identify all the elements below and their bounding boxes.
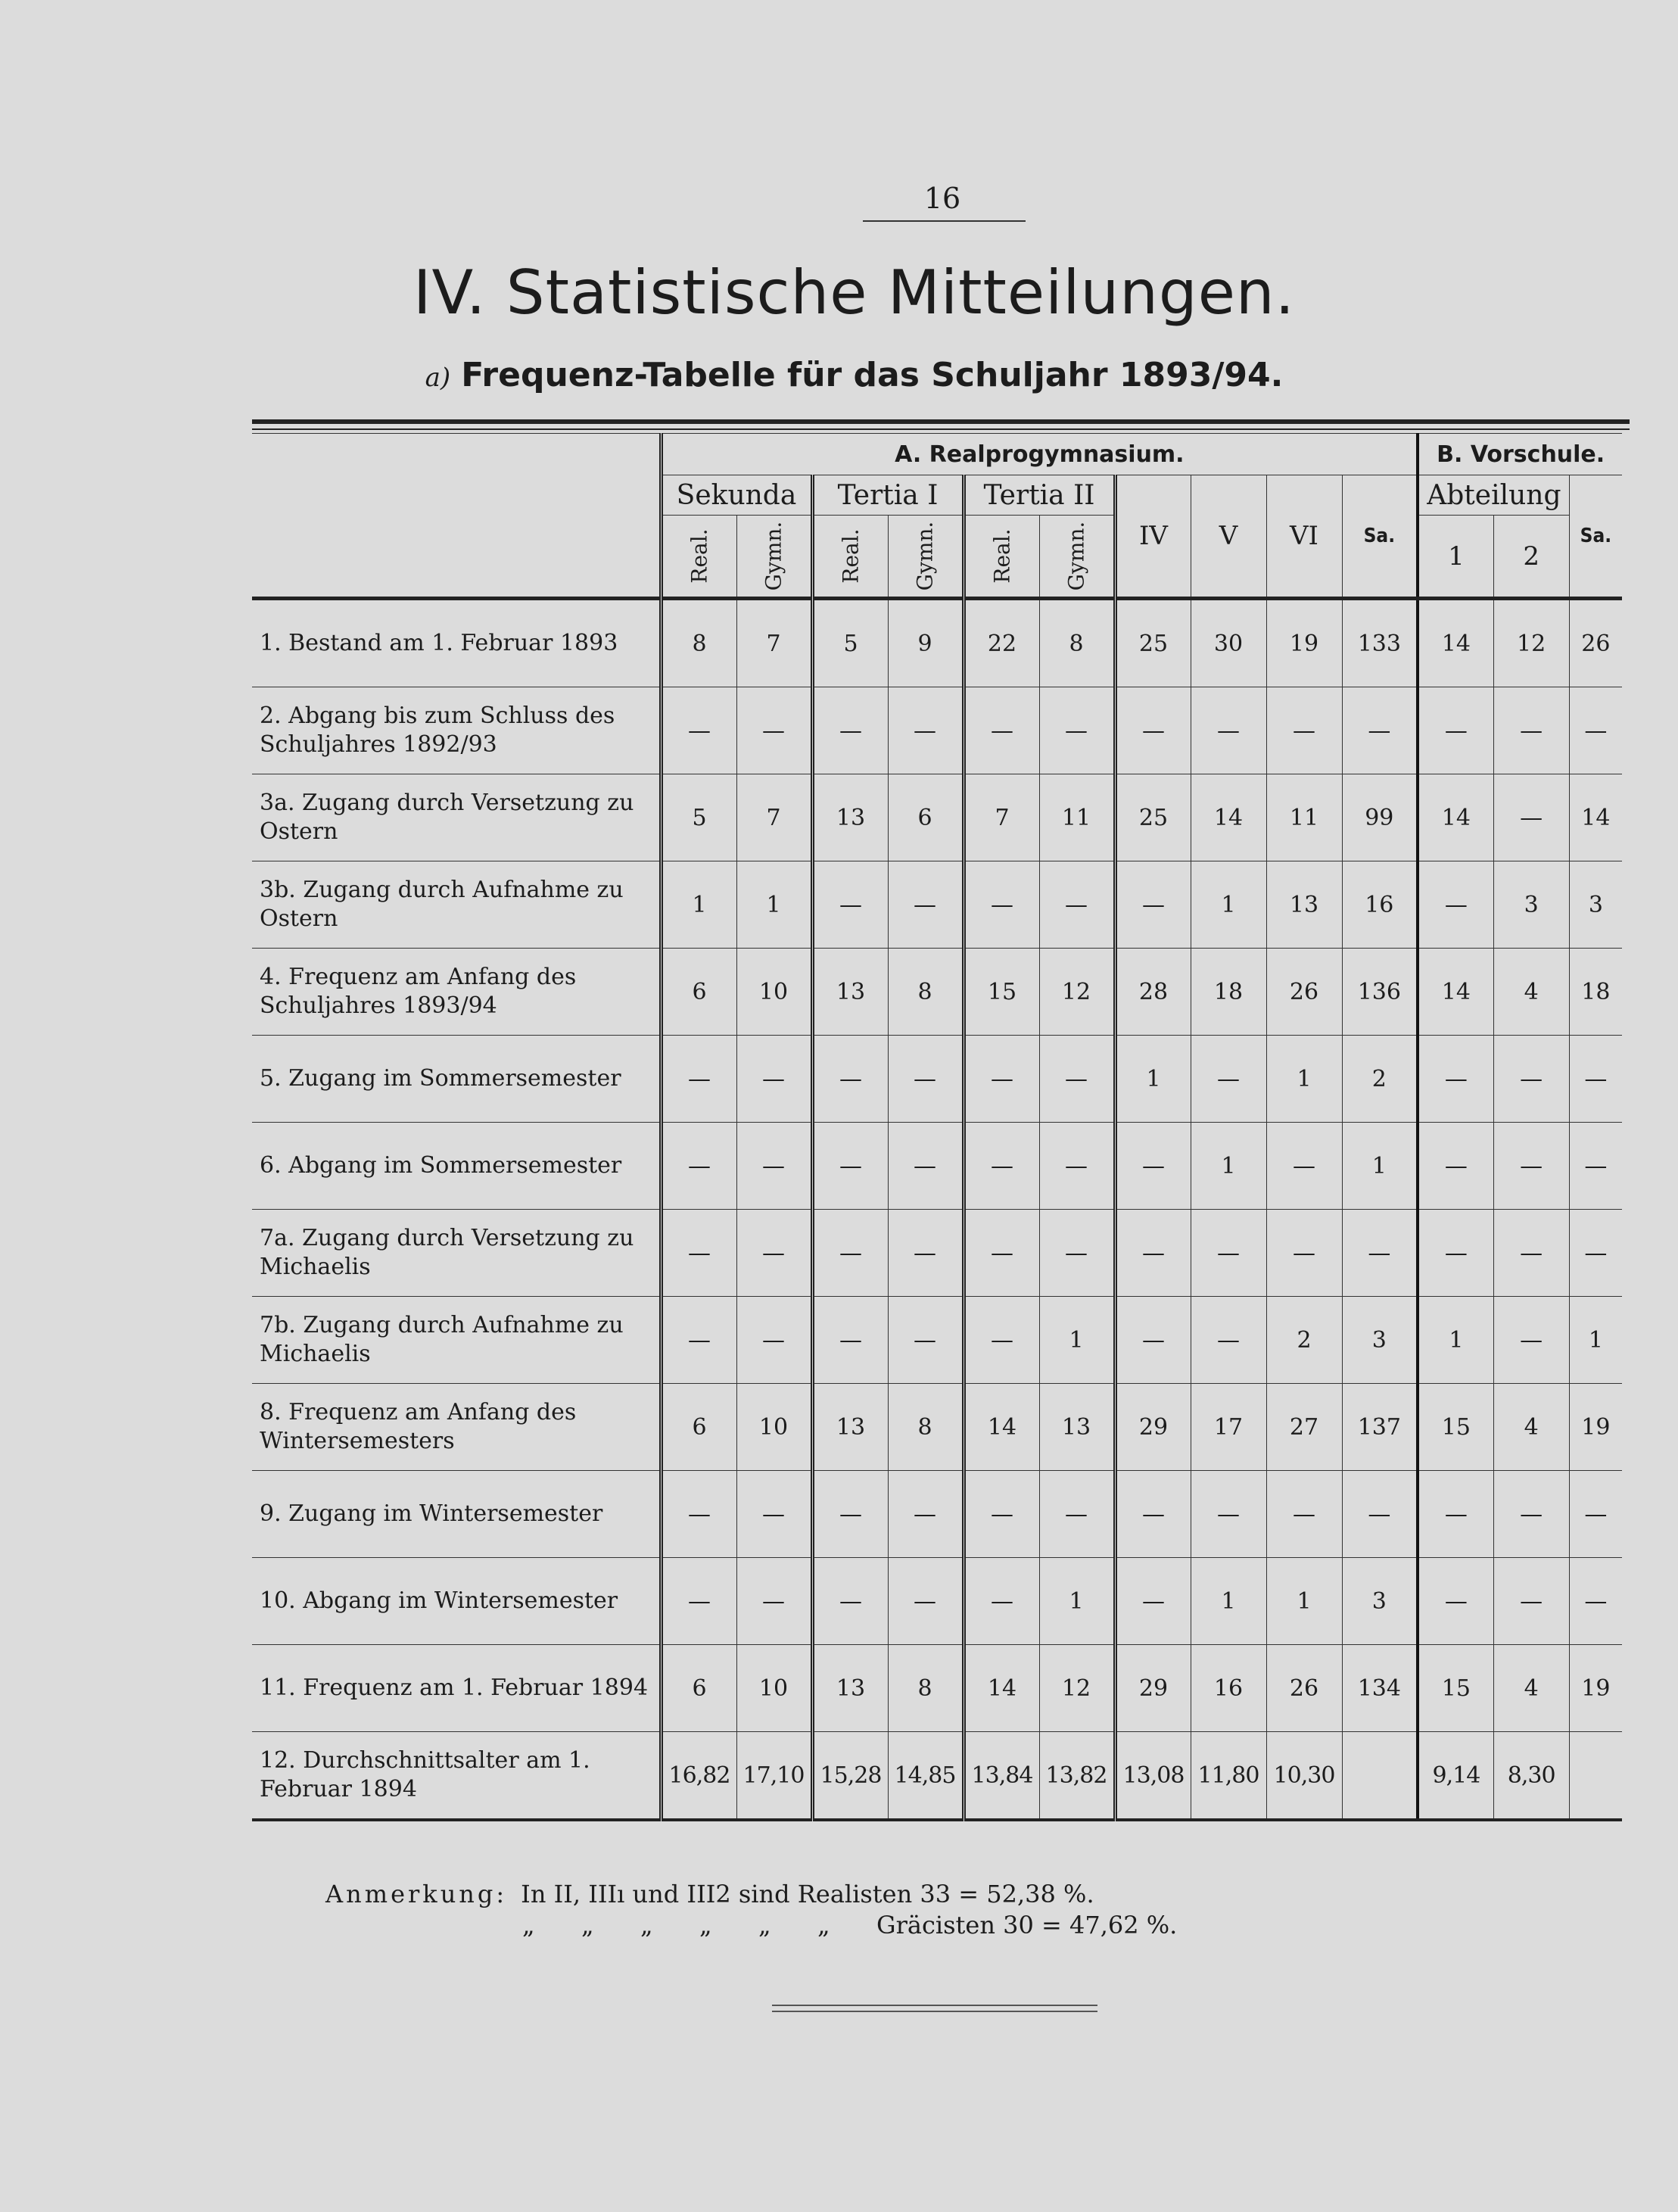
footer-rule bbox=[772, 2005, 1097, 2006]
table-cell: — bbox=[1266, 1210, 1342, 1297]
table-cell: 1 bbox=[1342, 1123, 1418, 1210]
table-cell: 1 bbox=[1191, 1123, 1266, 1210]
frequency-table bbox=[252, 433, 1622, 1821]
table-cell: — bbox=[1342, 687, 1418, 774]
table-cell: — bbox=[1039, 1210, 1115, 1297]
table-cell: — bbox=[736, 1471, 812, 1558]
table-cell: 14 bbox=[964, 1645, 1039, 1732]
table-cell: — bbox=[661, 1123, 736, 1210]
footnote-line2: Gräcisten 30 = 47,62 %. bbox=[876, 1911, 1178, 1939]
table-cell: 1 bbox=[1266, 1036, 1342, 1123]
table-cell: 8 bbox=[888, 1384, 964, 1471]
table-cell: 27 bbox=[1266, 1384, 1342, 1471]
table-cell: — bbox=[1039, 861, 1115, 949]
table-cell: 13,08 bbox=[1115, 1732, 1191, 1821]
table-cell: — bbox=[736, 1297, 812, 1384]
gymn-label: Gymn. bbox=[912, 521, 938, 591]
tertia2-header: Tertia II bbox=[964, 475, 1115, 516]
table-cell: 10 bbox=[736, 1645, 812, 1732]
row-label: 8. Frequenz am Anfang des Wintersemesters bbox=[252, 1384, 661, 1471]
footnote bbox=[325, 1877, 1094, 1911]
page-title: IV. Statistische Mitteilungen. bbox=[412, 257, 1296, 328]
table-top-rule bbox=[252, 419, 1630, 424]
table-cell: — bbox=[1493, 1297, 1569, 1384]
table-cell: — bbox=[1115, 1210, 1191, 1297]
table-cell: 14 bbox=[1418, 774, 1493, 861]
table-cell: 12 bbox=[1039, 949, 1115, 1036]
table-cell: 3 bbox=[1569, 861, 1622, 949]
table-cell: 1 bbox=[661, 861, 736, 949]
table-cell: 30 bbox=[1191, 599, 1266, 687]
table-cell: — bbox=[812, 1123, 888, 1210]
table-cell: 14 bbox=[1418, 949, 1493, 1036]
table-cell: — bbox=[812, 1036, 888, 1123]
table-cell: 7 bbox=[736, 774, 812, 861]
table-cell: — bbox=[1039, 1471, 1115, 1558]
table-cell: — bbox=[1191, 687, 1266, 774]
table-row bbox=[252, 774, 1622, 861]
row-label: 7a. Zugang durch Versetzung zu Michaelis bbox=[252, 1210, 661, 1297]
table-cell: 11,80 bbox=[1191, 1732, 1266, 1821]
real-header bbox=[661, 516, 736, 599]
table-cell: — bbox=[964, 1036, 1039, 1123]
table-cell: — bbox=[1493, 774, 1569, 861]
table-cell: — bbox=[1569, 1471, 1622, 1558]
table-cell: — bbox=[812, 1471, 888, 1558]
table-cell: — bbox=[1191, 1036, 1266, 1123]
abteilung-header: Abteilung bbox=[1418, 475, 1569, 516]
table-row bbox=[252, 1645, 1622, 1732]
table-cell: — bbox=[661, 1297, 736, 1384]
table-cell: — bbox=[964, 861, 1039, 949]
table-cell: 15,28 bbox=[812, 1732, 888, 1821]
ditto-mark: „ bbox=[817, 1911, 830, 1939]
table-cell: — bbox=[661, 687, 736, 774]
table-cell: — bbox=[964, 1471, 1039, 1558]
table-cell: — bbox=[1191, 1471, 1266, 1558]
header-blank-cell bbox=[252, 434, 661, 599]
table-cell: 13,82 bbox=[1039, 1732, 1115, 1821]
table-cell bbox=[1342, 1732, 1418, 1821]
tertia1-header: Tertia I bbox=[812, 475, 964, 516]
row-label: 10. Abgang im Wintersemester bbox=[252, 1558, 661, 1645]
table-cell: — bbox=[1115, 1297, 1191, 1384]
table-row bbox=[252, 1123, 1622, 1210]
table-cell: — bbox=[888, 1123, 964, 1210]
table-cell: — bbox=[964, 1558, 1039, 1645]
table-cell: — bbox=[964, 1123, 1039, 1210]
table-cell: — bbox=[1418, 1210, 1493, 1297]
table-cell: — bbox=[1342, 1210, 1418, 1297]
table-cell: — bbox=[1493, 1210, 1569, 1297]
real-label: Real. bbox=[686, 528, 712, 584]
table-cell: 3 bbox=[1342, 1297, 1418, 1384]
table-cell: 137 bbox=[1342, 1384, 1418, 1471]
table-cell: 4 bbox=[1493, 1384, 1569, 1471]
page-number-rule bbox=[863, 220, 1026, 222]
table-cell: 16 bbox=[1191, 1645, 1266, 1732]
table-cell: — bbox=[888, 1210, 964, 1297]
row-label: 5. Zugang im Sommersemester bbox=[252, 1036, 661, 1123]
table-cell: — bbox=[1115, 1471, 1191, 1558]
table-cell: 2 bbox=[1342, 1036, 1418, 1123]
table-cell: 1 bbox=[1418, 1297, 1493, 1384]
table-row bbox=[252, 1210, 1622, 1297]
table-cell: — bbox=[661, 1036, 736, 1123]
table-cell: 2 bbox=[1266, 1297, 1342, 1384]
table-cell: 28 bbox=[1115, 949, 1191, 1036]
real-label: Real. bbox=[989, 528, 1015, 584]
table-cell: 1 bbox=[1266, 1558, 1342, 1645]
table-row bbox=[252, 1732, 1622, 1821]
table-cell: — bbox=[888, 1471, 964, 1558]
table-cell: 13,84 bbox=[964, 1732, 1039, 1821]
table-cell: — bbox=[1115, 687, 1191, 774]
table-cell: 13 bbox=[1039, 1384, 1115, 1471]
table-cell: 5 bbox=[661, 774, 736, 861]
table-cell: — bbox=[1569, 1210, 1622, 1297]
table-cell: 22 bbox=[964, 599, 1039, 687]
sa-header-b: Sa. bbox=[1569, 475, 1622, 599]
table-cell: 19 bbox=[1569, 1645, 1622, 1732]
table-cell: — bbox=[1418, 1558, 1493, 1645]
table-cell: — bbox=[964, 1297, 1039, 1384]
gymn-header bbox=[888, 516, 964, 599]
abteilung-1-header: 1 bbox=[1418, 516, 1493, 599]
table-cell: 4 bbox=[1493, 1645, 1569, 1732]
ditto-mark: „ bbox=[758, 1911, 771, 1939]
table-cell: 16 bbox=[1342, 861, 1418, 949]
row-label: 6. Abgang im Sommersemester bbox=[252, 1123, 661, 1210]
table-cell: 1 bbox=[1039, 1297, 1115, 1384]
table-cell: 13 bbox=[812, 1384, 888, 1471]
table-cell: 16,82 bbox=[661, 1732, 736, 1821]
table-cell: 14 bbox=[1191, 774, 1266, 861]
table-row bbox=[252, 1471, 1622, 1558]
table-cell: 10,30 bbox=[1266, 1732, 1342, 1821]
page-number: 16 bbox=[923, 182, 961, 215]
real-header bbox=[964, 516, 1039, 599]
table-cell: 13 bbox=[812, 1645, 888, 1732]
table-cell: — bbox=[1418, 1123, 1493, 1210]
table-cell: — bbox=[1569, 1123, 1622, 1210]
table-cell: 6 bbox=[661, 1384, 736, 1471]
table-cell: 6 bbox=[661, 949, 736, 1036]
subtitle-marker: a) bbox=[425, 363, 451, 393]
table-cell: — bbox=[1418, 1036, 1493, 1123]
table-cell: 15 bbox=[964, 949, 1039, 1036]
ditto-mark: „ bbox=[699, 1911, 712, 1939]
table-cell: 1 bbox=[1191, 861, 1266, 949]
table-cell: — bbox=[964, 1210, 1039, 1297]
sa-header-a: Sa. bbox=[1342, 475, 1418, 599]
table-cell: 3 bbox=[1493, 861, 1569, 949]
table-cell bbox=[1569, 1732, 1622, 1821]
table-cell: — bbox=[1342, 1471, 1418, 1558]
table-cell: 19 bbox=[1569, 1384, 1622, 1471]
table-cell: 29 bbox=[1115, 1645, 1191, 1732]
table-cell: 12 bbox=[1493, 599, 1569, 687]
table-cell: — bbox=[1039, 1036, 1115, 1123]
table-cell: 7 bbox=[736, 599, 812, 687]
row-label: 7b. Zugang durch Aufnahme zu Michaelis bbox=[252, 1297, 661, 1384]
table-cell: — bbox=[736, 1210, 812, 1297]
gymn-label: Gymn. bbox=[1063, 521, 1089, 591]
table-cell: 7 bbox=[964, 774, 1039, 861]
table-cell: — bbox=[1115, 1558, 1191, 1645]
sekunda-header: Sekunda bbox=[661, 475, 812, 516]
table-cell: — bbox=[1115, 861, 1191, 949]
table-cell: 25 bbox=[1115, 774, 1191, 861]
row-label: 3b. Zugang durch Aufnahme zu Ostern bbox=[252, 861, 661, 949]
table-row bbox=[252, 687, 1622, 774]
gymn-header bbox=[1039, 516, 1115, 599]
abteilung-2-header: 2 bbox=[1493, 516, 1569, 599]
table-cell: 26 bbox=[1569, 599, 1622, 687]
table-cell: — bbox=[1039, 1123, 1115, 1210]
table-row bbox=[252, 1384, 1622, 1471]
footnote-line1: In II, IIIı und III2 sind Realisten 33 = 52,38 %. bbox=[521, 1880, 1094, 1908]
table-cell: 9 bbox=[888, 599, 964, 687]
table-cell: 10 bbox=[736, 949, 812, 1036]
table-cell: — bbox=[888, 1036, 964, 1123]
table-cell: 15 bbox=[1418, 1384, 1493, 1471]
real-header bbox=[812, 516, 888, 599]
gymn-label: Gymn. bbox=[761, 521, 786, 591]
table-cell: 12 bbox=[1039, 1645, 1115, 1732]
table-cell: 1 bbox=[1569, 1297, 1622, 1384]
table-cell: — bbox=[1569, 687, 1622, 774]
table-cell: 6 bbox=[888, 774, 964, 861]
table-cell: 3 bbox=[1342, 1558, 1418, 1645]
table-cell: 26 bbox=[1266, 949, 1342, 1036]
table-cell: — bbox=[964, 687, 1039, 774]
table-cell: 8,30 bbox=[1493, 1732, 1569, 1821]
table-cell: 1 bbox=[1039, 1558, 1115, 1645]
table-cell: — bbox=[736, 687, 812, 774]
table-row bbox=[252, 1297, 1622, 1384]
table-row bbox=[252, 1036, 1622, 1123]
row-label: 2. Abgang bis zum Schluss des Schuljahres 1892/93 bbox=[252, 687, 661, 774]
ditto-mark: „ bbox=[640, 1911, 653, 1939]
table-cell: 1 bbox=[1115, 1036, 1191, 1123]
table-cell: — bbox=[661, 1210, 736, 1297]
table-cell: — bbox=[1266, 1123, 1342, 1210]
table-cell: — bbox=[1191, 1210, 1266, 1297]
table-row bbox=[252, 1558, 1622, 1645]
table-cell: 14,85 bbox=[888, 1732, 964, 1821]
ditto-mark: „ bbox=[581, 1911, 594, 1939]
table-cell: — bbox=[736, 1036, 812, 1123]
table-cell: — bbox=[1493, 1558, 1569, 1645]
table-cell: — bbox=[1115, 1123, 1191, 1210]
table-cell: 14 bbox=[1418, 599, 1493, 687]
real-label: Real. bbox=[838, 528, 864, 584]
table-cell: 9,14 bbox=[1418, 1732, 1493, 1821]
ditto-mark: „ bbox=[522, 1911, 535, 1939]
table-cell: 19 bbox=[1266, 599, 1342, 687]
row-label: 9. Zugang im Wintersemester bbox=[252, 1471, 661, 1558]
table-cell: 134 bbox=[1342, 1645, 1418, 1732]
table-cell: — bbox=[661, 1558, 736, 1645]
table-cell: — bbox=[1418, 687, 1493, 774]
table-cell: 136 bbox=[1342, 949, 1418, 1036]
table-cell: 8 bbox=[888, 1645, 964, 1732]
table-top-rule-thin bbox=[252, 428, 1630, 430]
table-cell: — bbox=[1418, 861, 1493, 949]
table-cell: — bbox=[812, 1297, 888, 1384]
table-cell: — bbox=[1418, 1471, 1493, 1558]
footnote-line2-row bbox=[522, 1911, 1177, 1939]
table-cell: — bbox=[888, 1558, 964, 1645]
table-cell: 14 bbox=[1569, 774, 1622, 861]
table-cell: — bbox=[1493, 1471, 1569, 1558]
table-cell: 17 bbox=[1191, 1384, 1266, 1471]
group-a-header: A. Realprogymnasium. bbox=[661, 434, 1418, 475]
table-cell: 13 bbox=[812, 774, 888, 861]
table-cell: 26 bbox=[1266, 1645, 1342, 1732]
table-cell: 8 bbox=[888, 949, 964, 1036]
gymn-header bbox=[736, 516, 812, 599]
table-cell: — bbox=[1493, 687, 1569, 774]
table-cell: — bbox=[812, 1210, 888, 1297]
table-cell: 99 bbox=[1342, 774, 1418, 861]
group-b-header: B. Vorschule. bbox=[1418, 434, 1622, 475]
table-row bbox=[252, 949, 1622, 1036]
table-cell: — bbox=[736, 1123, 812, 1210]
vi-header: VI bbox=[1266, 475, 1342, 599]
table-cell: — bbox=[888, 687, 964, 774]
footer-rule bbox=[772, 2011, 1097, 2012]
table-row bbox=[252, 599, 1622, 687]
table-cell: — bbox=[1569, 1036, 1622, 1123]
table-cell: — bbox=[812, 861, 888, 949]
table-cell: — bbox=[736, 1558, 812, 1645]
table-cell: — bbox=[1266, 687, 1342, 774]
table-cell: — bbox=[1191, 1297, 1266, 1384]
table-cell: 13 bbox=[812, 949, 888, 1036]
table-cell: — bbox=[1493, 1123, 1569, 1210]
table-cell: — bbox=[1569, 1558, 1622, 1645]
table-cell: 18 bbox=[1569, 949, 1622, 1036]
row-label: 3a. Zugang durch Versetzung zu Ostern bbox=[252, 774, 661, 861]
table-cell: 17,10 bbox=[736, 1732, 812, 1821]
table-cell: 18 bbox=[1191, 949, 1266, 1036]
table-cell: — bbox=[812, 1558, 888, 1645]
table-cell: 11 bbox=[1039, 774, 1115, 861]
table-cell: 133 bbox=[1342, 599, 1418, 687]
table-cell: 13 bbox=[1266, 861, 1342, 949]
table-cell: 4 bbox=[1493, 949, 1569, 1036]
row-label: 1. Bestand am 1. Februar 1893 bbox=[252, 599, 661, 687]
table-row bbox=[252, 861, 1622, 949]
subtitle-text: Frequenz-Tabelle für das Schuljahr 1893/94. bbox=[461, 356, 1284, 394]
table-cell: 1 bbox=[736, 861, 812, 949]
table-cell: — bbox=[812, 687, 888, 774]
table-cell: 5 bbox=[812, 599, 888, 687]
table-cell: 8 bbox=[1039, 599, 1115, 687]
table-cell: 15 bbox=[1418, 1645, 1493, 1732]
row-label: 12. Durchschnittsalter am 1. Februar 1894 bbox=[252, 1732, 661, 1821]
table-cell: — bbox=[1039, 687, 1115, 774]
table-subtitle bbox=[0, 356, 1678, 394]
table-cell: 14 bbox=[964, 1384, 1039, 1471]
table-cell: — bbox=[661, 1471, 736, 1558]
v-header: V bbox=[1191, 475, 1266, 599]
table-cell: 6 bbox=[661, 1645, 736, 1732]
iv-header: IV bbox=[1115, 475, 1191, 599]
row-label: 4. Frequenz am Anfang des Schuljahres 1893/94 bbox=[252, 949, 661, 1036]
table-cell: 10 bbox=[736, 1384, 812, 1471]
table-cell: — bbox=[888, 1297, 964, 1384]
table-cell: — bbox=[1493, 1036, 1569, 1123]
table-cell: 1 bbox=[1191, 1558, 1266, 1645]
footnote-label: Anmerkung: bbox=[325, 1880, 508, 1908]
table-cell: 8 bbox=[661, 599, 736, 687]
table-cell: — bbox=[1266, 1471, 1342, 1558]
table-cell: 25 bbox=[1115, 599, 1191, 687]
table-cell: 11 bbox=[1266, 774, 1342, 861]
row-label: 11. Frequenz am 1. Februar 1894 bbox=[252, 1645, 661, 1732]
table-cell: — bbox=[888, 861, 964, 949]
table-cell: 29 bbox=[1115, 1384, 1191, 1471]
